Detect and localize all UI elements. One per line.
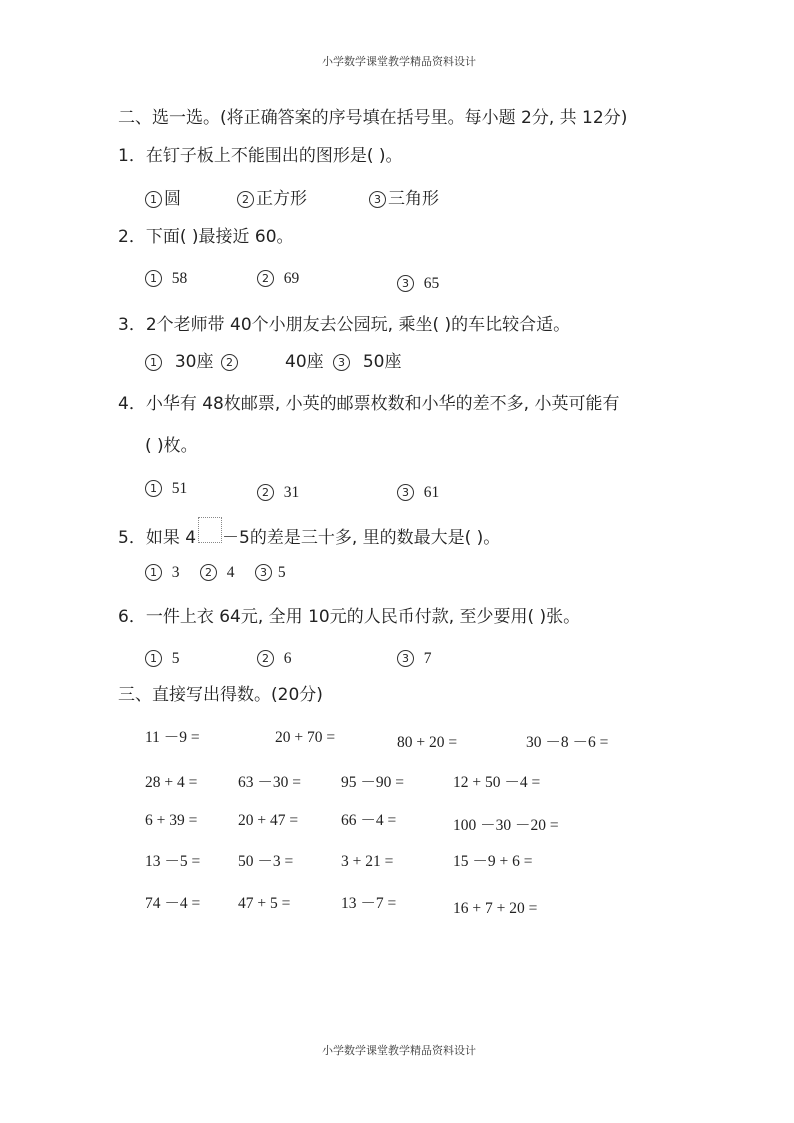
q4-option-2: 2 31: [257, 484, 299, 501]
circled-3-icon: 3: [369, 191, 386, 208]
calc-item: 100 －30 －20 =: [453, 817, 559, 834]
calc-item: 15 －9 + 6 =: [453, 853, 533, 870]
calc-item: 28 + 4 =: [145, 774, 198, 791]
question-4: 4．小华有 48枚邮票, 小英的邮票枚数和小华的差不多, 小英可能有: [118, 394, 620, 414]
q5-option-1: 1 3: [145, 564, 180, 581]
question-4-blank: ( )枚。: [145, 436, 198, 456]
q3-option-2-label: 40座: [285, 352, 324, 372]
calc-item: 74 －4 =: [145, 895, 201, 912]
q2-option-3: 3 65: [397, 275, 439, 292]
circled-1-icon: 1: [145, 191, 162, 208]
calc-item: 66 －4 =: [341, 812, 397, 829]
section-3-title: 三、直接写出得数。(20分): [118, 685, 323, 705]
circled-2-icon: 2: [257, 484, 274, 501]
q6-option-3: 3 7: [397, 650, 432, 667]
calc-item: 80 + 20 =: [397, 734, 458, 751]
calc-item: 6 + 39 =: [145, 812, 198, 829]
question-6: 6．一件上衣 64元, 全用 10元的人民币付款, 至少要用( )张。: [118, 607, 581, 627]
calc-item: 12 + 50 －4 =: [453, 774, 541, 791]
q6-option-2: 2 6: [257, 650, 292, 667]
question-2: 2．下面( )最接近 60。: [118, 227, 294, 247]
q4-option-3: 3 61: [397, 484, 439, 501]
calc-item: 20 + 70 =: [275, 729, 336, 746]
question-5-start: 5．如果 4: [118, 528, 197, 548]
calc-item: 3 + 21 =: [341, 853, 394, 870]
q6-option-1: 1 5: [145, 650, 180, 667]
question-5-rest: －5的差是三十多, 里的数最大是( )。: [222, 528, 501, 548]
q1-option-3: 3 三角形: [369, 191, 439, 208]
q3-option-2: [221, 354, 240, 371]
circled-2-icon: 2: [200, 564, 217, 581]
circled-2-icon: 2: [257, 270, 274, 287]
question-1: 1．在钉子板上不能围出的图形是( )。: [118, 146, 403, 166]
circled-1-icon: 1: [145, 480, 162, 497]
circled-1-icon: 1: [145, 354, 162, 371]
circled-2-icon: 2: [237, 191, 254, 208]
calc-item: 16 + 7 + 20 =: [453, 900, 538, 917]
empty-square-box: [198, 517, 222, 543]
calc-item: 63 －30 =: [238, 774, 301, 791]
circled-1-icon: 1: [145, 650, 162, 667]
circled-1-icon: 1: [145, 270, 162, 287]
calc-item: 30 －8 －6 =: [526, 734, 609, 751]
question-3: 3．2个老师带 40个小朋友去公园玩, 乘坐( )的车比较合适。: [118, 315, 571, 335]
q4-option-1: 1 51: [145, 480, 187, 497]
circled-2-icon: 2: [221, 354, 238, 371]
q5-option-3: 3 5: [255, 564, 286, 581]
page-header: 小学数学课堂教学精品资料设计: [322, 55, 476, 68]
calc-item: 47 + 5 =: [238, 895, 291, 912]
page-footer: 小学数学课堂教学精品资料设计: [322, 1044, 476, 1057]
circled-3-icon: 3: [333, 354, 350, 371]
q2-option-1: 1 58: [145, 270, 187, 287]
q1-option-2: 2 正方形: [237, 191, 307, 208]
calc-item: 13 －7 =: [341, 895, 397, 912]
q3-option-3: 3 50座: [333, 354, 401, 371]
circled-3-icon: 3: [397, 484, 414, 501]
calc-item: 11 －9 =: [145, 729, 200, 746]
circled-3-icon: 3: [397, 275, 414, 292]
q1-option-1: 1 圆: [145, 191, 181, 208]
section-2-title: 二、选一选。(将正确答案的序号填在括号里。每小题 2分, 共 12分): [118, 108, 628, 128]
calc-item: 20 + 47 =: [238, 812, 299, 829]
calc-item: 50 －3 =: [238, 853, 294, 870]
q5-option-2: 2 4: [200, 564, 235, 581]
circled-3-icon: 3: [255, 564, 272, 581]
circled-3-icon: 3: [397, 650, 414, 667]
circled-2-icon: 2: [257, 650, 274, 667]
calc-item: 95 －90 =: [341, 774, 404, 791]
q2-option-2: 2 69: [257, 270, 299, 287]
calc-item: 13 －5 =: [145, 853, 201, 870]
circled-1-icon: 1: [145, 564, 162, 581]
q3-option-1: 1 30座: [145, 354, 213, 371]
